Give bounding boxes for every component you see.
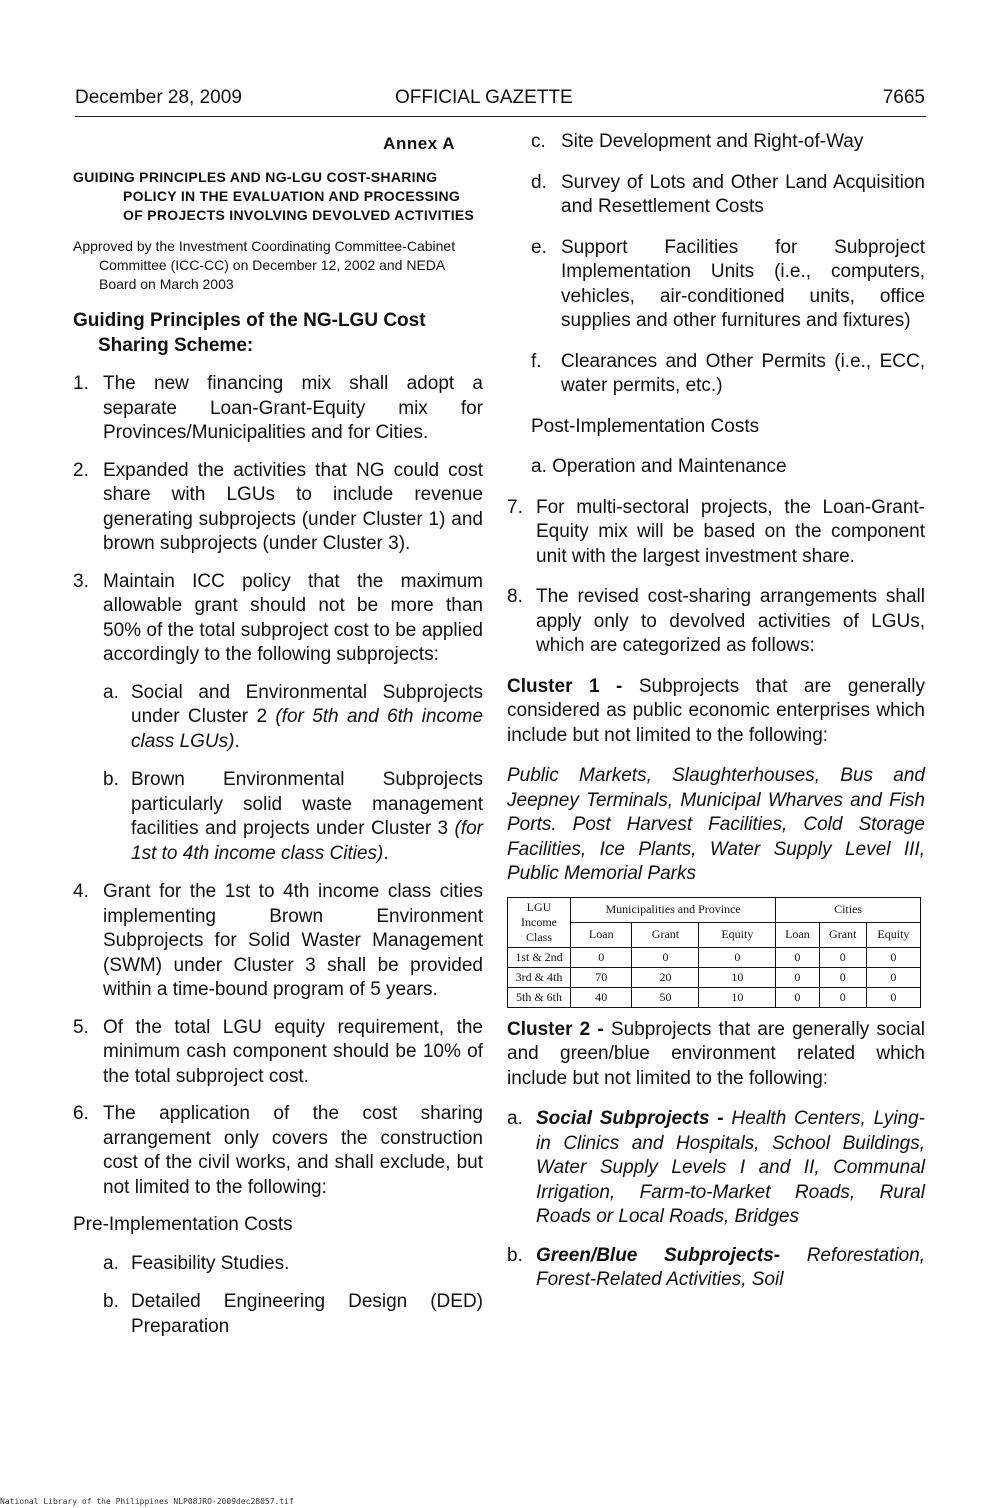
sub-item-text: Survey of Lots and Other Land Acquisition and Resettlement Costs (561, 171, 925, 217)
sub-item-letter: d. (531, 171, 547, 193)
column-header: Loan (776, 922, 819, 947)
sub-item-text: Brown Environmental Subprojects particularly solid waste management facilities and projects under Cluster 3 (131, 769, 483, 839)
item-number: 4. (73, 881, 89, 902)
cluster-1-list: Public Markets, Slaughterhouses, Bus and Jeepney Terminals, Municipal Wharves and Fish Ports. Post Harvest Facilities, Cold Storage Facilities, Ice Plants, Water Supply Level III, Public Memorial Parks (507, 765, 925, 884)
sub-item (507, 350, 925, 399)
section-heading: Guiding Principles of the NG-LGU Cost Sharing Scheme: (73, 310, 426, 356)
table-cell: 0 (571, 947, 632, 967)
table-cell: 0 (632, 947, 699, 967)
post-implementation-item: a. Operation and Maintenance (531, 456, 787, 477)
item-number: 8. (507, 586, 523, 607)
item-text: The application of the cost sharing arrangement only covers the construction cost of the civil works, and shall exclude, but not limited to the following: (103, 1103, 483, 1198)
annex-label: Annex A (383, 134, 455, 153)
cities-group-header: Cities (776, 897, 921, 922)
item-text: Grant for the 1st to 4th income class cities implementing Brown Environment Subprojects for Solid Waster Management (SWM) under Cluster 3 shall be provided within a time-bound program of 5 years. (103, 881, 483, 1000)
list-item (73, 1102, 483, 1200)
header-date: December 28, 2009 (75, 87, 242, 108)
item-number: 1. (73, 373, 89, 394)
table-cell: 40 (571, 987, 632, 1007)
cluster-1-text: Subprojects that are generally considered as public economic enterprises which include but not limited to the following: (507, 675, 925, 746)
list-item (507, 496, 925, 570)
item-bold-label: Green/Blue Subprojects- (536, 1244, 781, 1266)
item-text: The revised cost-sharing arrangements shall apply only to devolved activities of LGUs, which are categorized as follows: (536, 586, 925, 656)
table-cell: 10 (699, 967, 776, 987)
sub-item-letter: a. (103, 681, 119, 703)
item-number: 3. (73, 570, 89, 592)
list-item (73, 1016, 483, 1090)
sub-item (73, 1290, 483, 1339)
column-header: Equity (866, 922, 920, 947)
sub-item-text: Detailed Engineering Design (DED) Preparation (131, 1291, 483, 1337)
table-cell: 0 (866, 967, 920, 987)
header-page-number: 7665 (882, 87, 925, 108)
sub-item-letter: b. (103, 1291, 119, 1312)
table-cell: 10 (699, 987, 776, 1007)
table-cell: 0 (819, 947, 866, 967)
sub-item (73, 768, 483, 866)
item-number: 6. (73, 1103, 89, 1124)
table-cell: 0 (866, 987, 920, 1007)
item-number: 2. (73, 459, 89, 481)
table-cell: 0 (776, 947, 819, 967)
column-header: Loan (571, 922, 632, 947)
list-item (73, 372, 483, 446)
row-label: 5th & 6th (508, 987, 571, 1007)
cluster-1-paragraph (507, 675, 925, 749)
sub-item-letter: b. (103, 769, 119, 790)
header-publication: OFFICIAL GAZETTE (395, 87, 573, 108)
sub-item-letter: a. (103, 1252, 119, 1274)
row-label: 3rd & 4th (508, 967, 571, 987)
left-column (73, 130, 483, 1353)
table-cell: 0 (776, 967, 819, 987)
list-item (73, 570, 483, 668)
item-bold-label: Social Subprojects - (536, 1108, 724, 1129)
sub-item-tail: . (383, 842, 389, 864)
approval-note: Approved by the Investment Coordinating Committee-Cabinet Committee (ICC-CC) on December 12, 2002 and NEDA Board on March 2003 (73, 238, 456, 292)
item-text: Expanded the activities that NG could cost share with LGUs to include revenue generating subprojects (under Cluster 1) and brown subprojects (under Cluster 3). (103, 459, 483, 554)
sub-item-text: Support Facilities for Subproject Implementation Units (i.e., computers, vehicles, air-conditioned units, office supplies and other furnitures and fixtures) (561, 236, 925, 331)
sub-item (507, 171, 925, 220)
table-header-row (508, 897, 921, 922)
cost-sharing-table (507, 897, 921, 1008)
sub-item-text: Social and Environmental Subprojects under Cluster 2 (131, 681, 483, 727)
item-text: Of the total LGU equity requirement, the minimum cash component should be 10% of the total subproject cost. (103, 1016, 483, 1087)
sub-item-tail: . (234, 730, 240, 752)
sub-item-italic: (for 1st to 4th income class Cities) (131, 818, 483, 864)
table-row (508, 967, 921, 987)
sub-item-letter: e. (531, 236, 547, 258)
column-header: Grant (632, 922, 699, 947)
sub-item-text: Clearances and Other Permits (i.e., ECC, water permits, etc.) (561, 350, 925, 396)
table-cell: 50 (632, 987, 699, 1007)
document-title: GUIDING PRINCIPLES AND NG-LGU COST-SHARING POLICY IN THE EVALUATION AND PROCESSING OF PROJECTS INVOLVING DEVOLVED ACTIVITIES (73, 169, 475, 223)
sub-item (73, 681, 483, 755)
item-number: 7. (507, 496, 523, 518)
table-cell: 0 (776, 987, 819, 1007)
sub-item (507, 236, 925, 334)
item-text: Health Centers, Lying-in Clinics and Hospitals, School Buildings, Water Supply Levels I and II, Communal Irrigation, Farm-to-Market Roads, Rural Roads or Local Roads, Bridges (536, 1108, 925, 1227)
item-text: Reforestation, Forest-Related Activities, Soil (536, 1244, 925, 1290)
item-text: For multi-sectoral projects, the Loan-Grant-Equity mix will be based on the component unit with the largest investment share. (536, 496, 925, 567)
sub-item-text: Site Development and Right-of-Way (561, 131, 864, 152)
page-header (75, 87, 925, 111)
lgu-income-class-header: LGU Income Class (508, 897, 571, 947)
column-header: Equity (699, 922, 776, 947)
header-rule (75, 116, 926, 117)
cluster-1-label: Cluster 1 - (507, 675, 623, 697)
item-letter: a. (507, 1108, 523, 1129)
cluster-2-text: Subprojects that are generally social and green/blue environment related which include but not limited to the following: (507, 1018, 925, 1089)
pre-implementation-heading: Pre-Implementation Costs (73, 1214, 293, 1235)
sub-item (73, 1252, 483, 1277)
cluster-2-item (507, 1107, 925, 1230)
cluster-2-item (507, 1244, 925, 1293)
table-cell: 0 (819, 987, 866, 1007)
municipalities-group-header: Municipalities and Province (571, 897, 776, 922)
scan-footer: National Library of the Philippines NLP08JRO-2009dec28057.tif (0, 1497, 294, 1506)
sub-item-text: Feasibility Studies. (131, 1252, 290, 1274)
column-header: Grant (819, 922, 866, 947)
table-cell: 0 (866, 947, 920, 967)
sub-item (507, 130, 925, 155)
item-letter: b. (507, 1244, 523, 1266)
table-cell: 0 (699, 947, 776, 967)
cluster-2-paragraph (507, 1018, 925, 1092)
table-row (508, 947, 921, 967)
list-item (73, 880, 483, 1003)
post-implementation-heading: Post-Implementation Costs (531, 415, 760, 437)
table-cell: 20 (632, 967, 699, 987)
sub-item-letter: c. (531, 131, 546, 152)
table-row (508, 987, 921, 1007)
right-column (507, 130, 925, 1307)
sub-item-italic: (for 5th and 6th income class LGUs) (131, 706, 484, 752)
item-text: Maintain ICC policy that the maximum allowable grant should not be more than 50% of the total subproject cost to be applied accordingly to the following subprojects: (103, 570, 483, 665)
item-number: 5. (73, 1016, 89, 1038)
cluster-2-label: Cluster 2 - (507, 1018, 604, 1040)
list-item (507, 585, 925, 659)
row-label: 1st & 2nd (508, 947, 571, 967)
sub-item-letter: f. (531, 350, 542, 372)
item-text: The new financing mix shall adopt a separate Loan-Grant-Equity mix for Provinces/Municipalities and for Cities. (103, 373, 483, 443)
table-cell: 70 (571, 967, 632, 987)
list-item (73, 459, 483, 557)
table-cell: 0 (819, 967, 866, 987)
